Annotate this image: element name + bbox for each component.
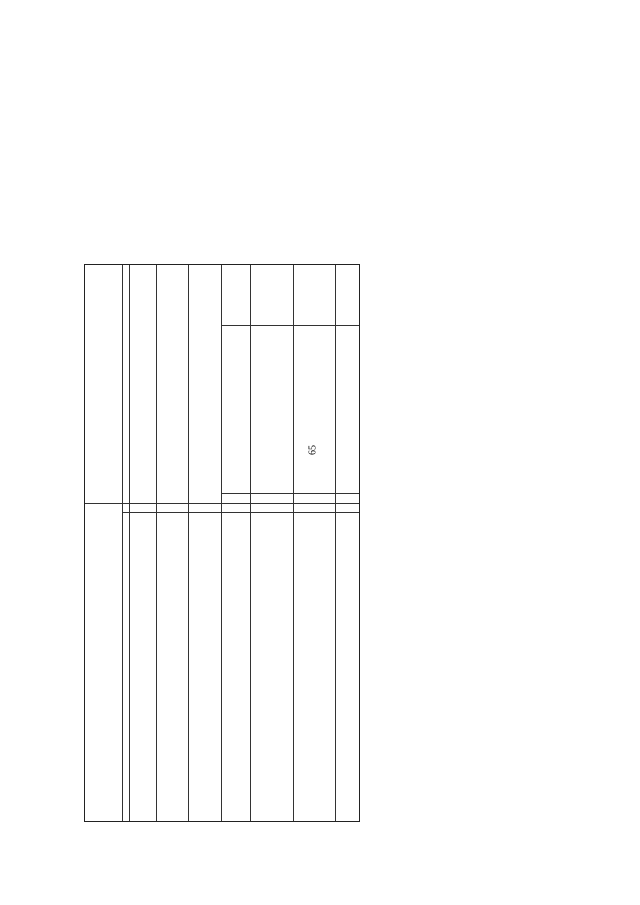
data-area — [85, 512, 361, 823]
header-cell-code — [122, 265, 221, 503]
row-divider — [221, 493, 359, 494]
header-cell-subsidies — [221, 265, 335, 325]
header-cell-direction — [85, 265, 122, 503]
row-divider — [335, 325, 359, 326]
row-divider — [85, 503, 359, 504]
page-number: 65 — [307, 445, 319, 455]
rotated-table — [84, 264, 360, 822]
header-cell-reference — [335, 265, 361, 325]
